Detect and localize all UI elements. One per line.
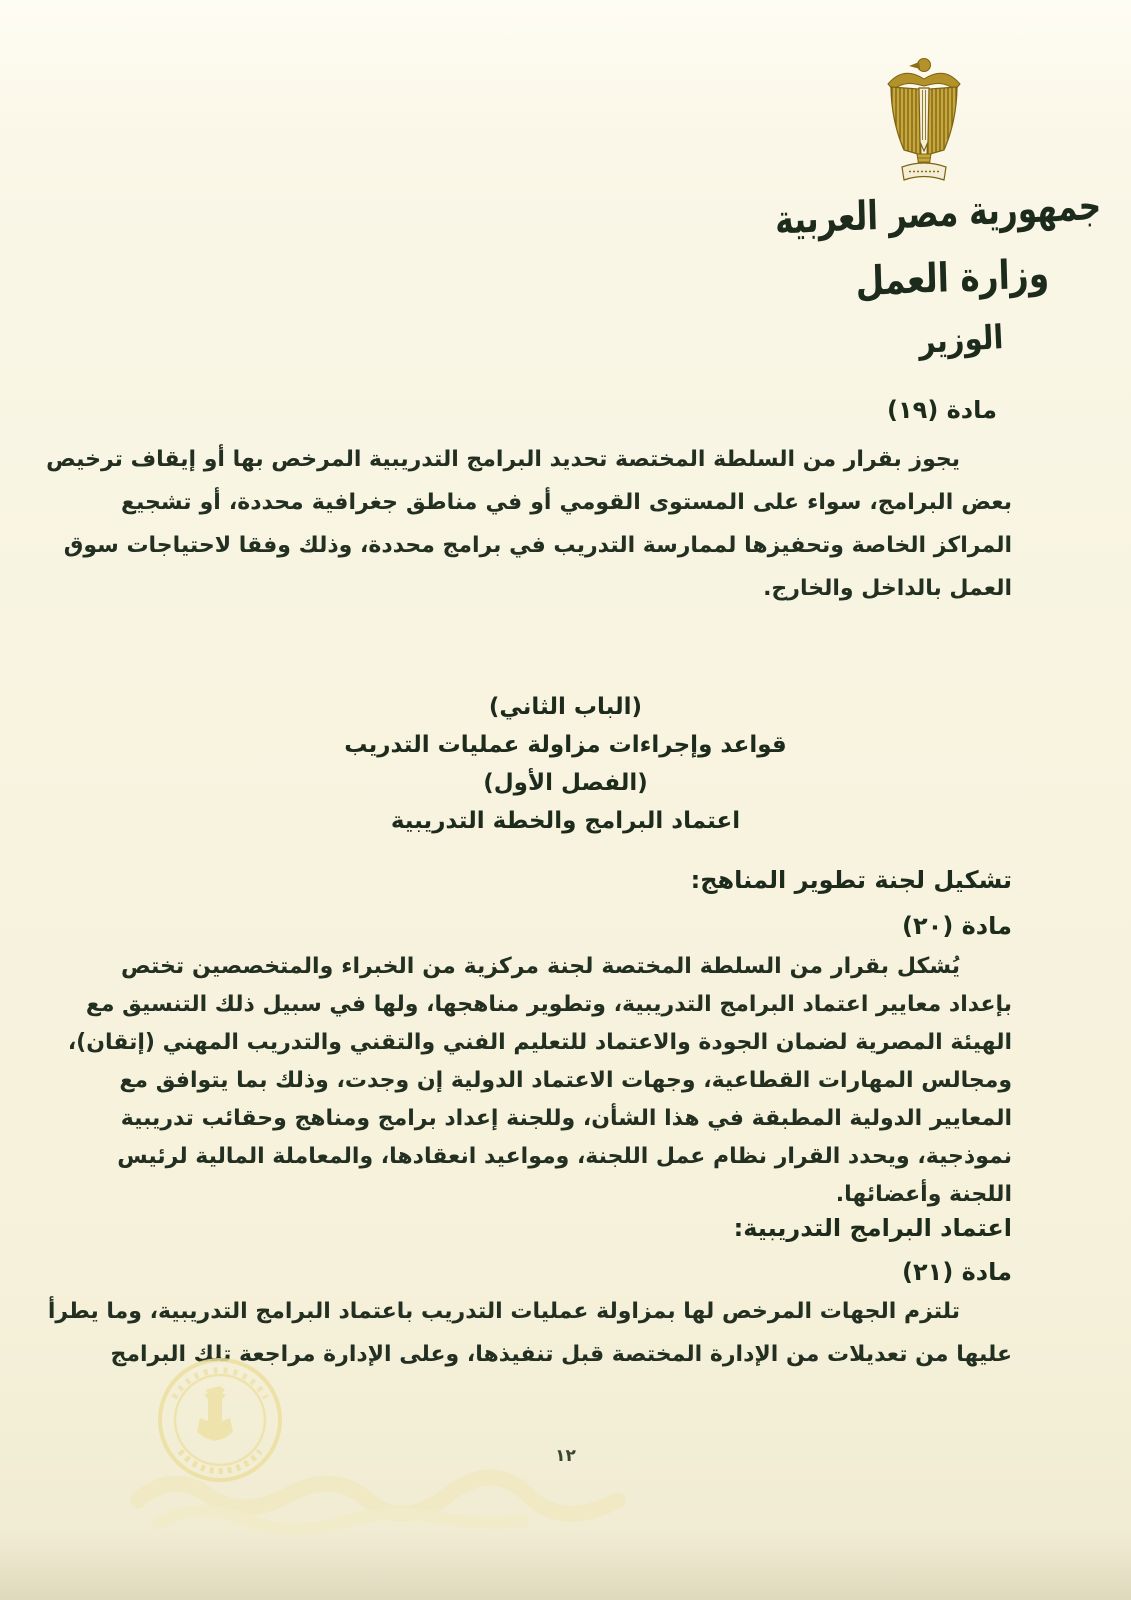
paragraph-line: عليها من تعديلات من الإدارة المختصة قبل تنفيذها، وعلى الإدارة مراجعة تلك البرامج bbox=[110, 1342, 1012, 1367]
article-19-title: مادة (١٩) bbox=[887, 396, 997, 424]
paragraph-line: يجوز بقرار من السلطة المختصة تحديد البرامج التدريبية المرخص بها أو إيقاف ترخيص bbox=[46, 447, 960, 472]
republic-name-calligraphy: جمهورية مصر العربية bbox=[774, 183, 1102, 244]
paragraph-line: الهيئة المصرية لضمان الجودة والاعتماد للتعليم الفني والتقني والتدريب المهني (إتقان)، bbox=[67, 1030, 1012, 1055]
paragraph-line: المعايير الدولية المطبقة في هذا الشأن، وللجنة إعداد برامج ومناهج وحقائب تدريبية bbox=[120, 1106, 1012, 1131]
paragraph-line: العمل بالداخل والخارج. bbox=[763, 576, 1012, 601]
accreditation-section-heading: اعتماد البرامج التدريبية: bbox=[733, 1214, 1012, 1242]
page-number: ١٢ bbox=[555, 1446, 576, 1466]
chapter-section-label: (الفصل الأول) bbox=[483, 770, 648, 796]
paragraph-line: ومجالس المهارات القطاعية، وجهات الاعتماد الدولية إن وجدت، وذلك بما يتوافق مع bbox=[119, 1068, 1012, 1093]
paper-bottom-shadow bbox=[0, 1530, 1131, 1600]
paragraph-line: اللجنة وأعضائها. bbox=[835, 1182, 1012, 1207]
chapter-part-label: (الباب الثاني) bbox=[488, 694, 643, 720]
chapter-heading-block bbox=[0, 688, 1131, 840]
paragraph-line: يُشكل بقرار من السلطة المختصة لجنة مركزية من الخبراء والمتخصصين تختص bbox=[121, 954, 960, 979]
article-20-paragraph bbox=[67, 948, 1012, 1214]
egyptian-eagle-emblem-icon bbox=[883, 54, 965, 186]
paragraph-line: بإعداد معايير اعتماد البرامج التدريبية، وتطوير مناهجها، ولها في سبيل ذلك التنسيق مع bbox=[85, 992, 1012, 1017]
minister-title-calligraphy: الوزير bbox=[917, 317, 1004, 362]
paragraph-line: بعض البرامج، سواء على المستوى القومي أو في مناطق جغرافية محددة، أو تشجيع bbox=[121, 490, 1012, 515]
article-21-title: مادة (٢١) bbox=[902, 1258, 1012, 1286]
paragraph-line: تلتزم الجهات المرخص لها بمزاولة عمليات التدريب باعتماد البرامج التدريبية، وما يطرأ bbox=[47, 1299, 960, 1324]
article-20-title: مادة (٢٠) bbox=[902, 912, 1012, 940]
paragraph-line: المراكز الخاصة وتحفيزها لممارسة التدريب في برامج محددة، وذلك وفقا لاحتياجات سوق bbox=[63, 533, 1012, 558]
committee-section-heading: تشكيل لجنة تطوير المناهج: bbox=[690, 866, 1012, 894]
ministry-name-calligraphy: وزارة العمل bbox=[854, 251, 1050, 306]
paragraph-line: نموذجية، ويحدد القرار نظام عمل اللجنة، ومواعيد انعقادها، والمعاملة المالية لرئيس bbox=[117, 1144, 1012, 1169]
article-19-paragraph bbox=[46, 438, 1012, 610]
chapter-part-title: قواعد وإجراءات مزاولة عمليات التدريب bbox=[344, 732, 787, 758]
chapter-section-title: اعتماد البرامج والخطة التدريبية bbox=[390, 808, 741, 834]
